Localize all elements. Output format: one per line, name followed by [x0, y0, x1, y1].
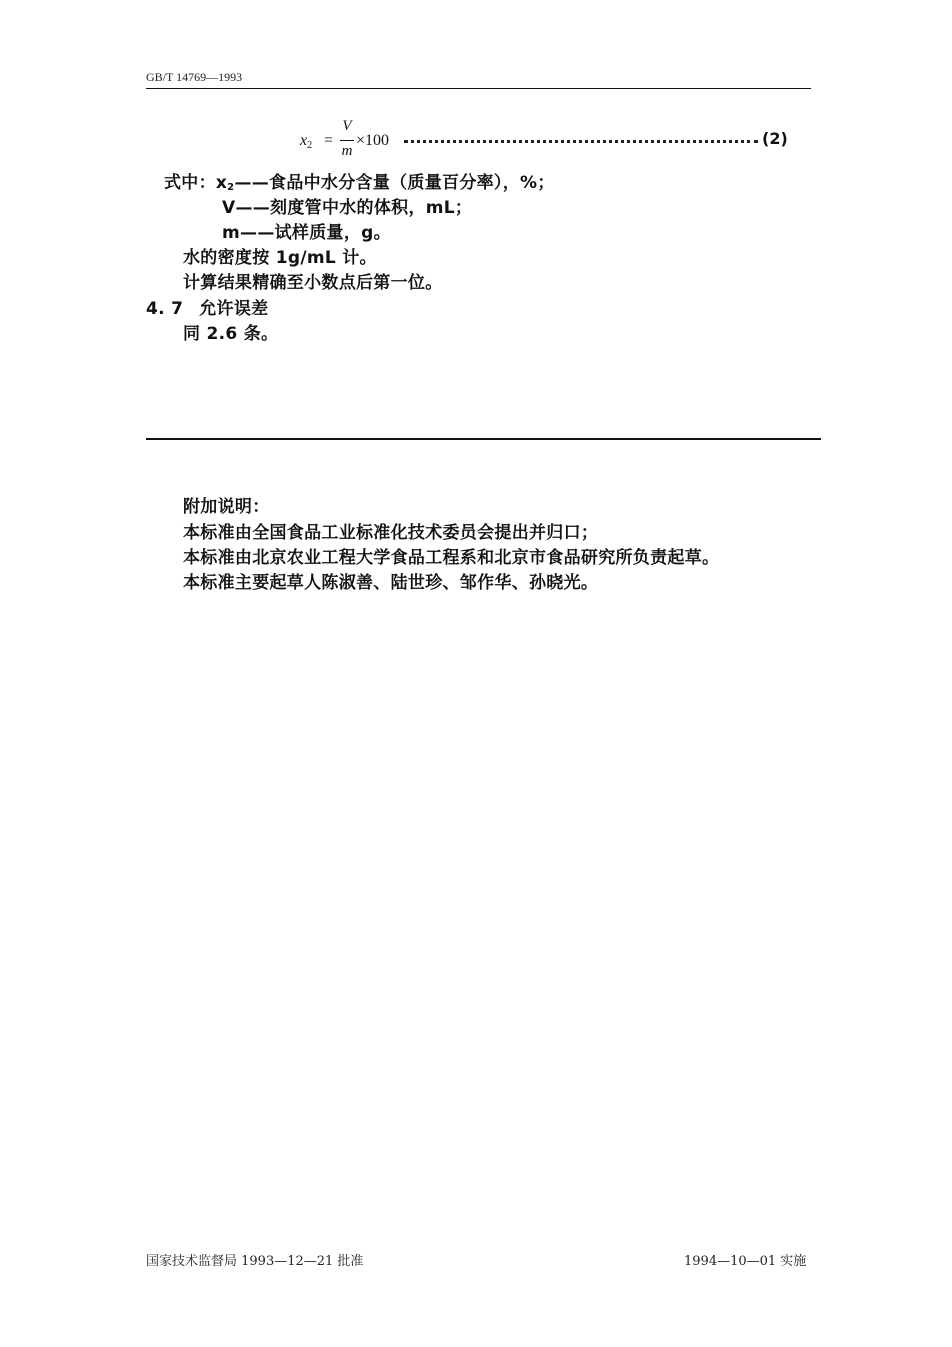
formula-times-100: ×100 [356, 132, 390, 149]
definition-m: m——试样质量，g。 [222, 223, 391, 243]
definition-intro: 式中： [164, 173, 216, 193]
section-heading [146, 294, 268, 319]
x2-symbol: x [215, 173, 228, 193]
x2-subscript: 2 [227, 182, 235, 193]
formula-variable: x2 [300, 132, 313, 151]
definition-v: V——刻度管中水的体积，mL； [222, 198, 473, 218]
definition-x2 [164, 168, 555, 193]
formula-dot-leader [404, 140, 758, 143]
formula-subscript: 2 [307, 140, 313, 151]
footer-implementation: 1994—10—01 实施 [684, 1254, 807, 1269]
formula-denominator: m [341, 143, 353, 159]
note-precision: 计算结果精确至小数点后第一位。 [183, 273, 443, 293]
end-divider [146, 438, 821, 440]
header-divider [146, 88, 811, 89]
section-content: 同 2.6 条。 [183, 324, 279, 344]
formula-2 [296, 118, 796, 162]
formula-equals: = [324, 132, 334, 149]
additional-line: 本标准由北京农业工程大学食品工程系和北京市食品研究所负责起草。 [183, 548, 720, 568]
section-number: 4. 7 [146, 299, 184, 319]
additional-line: 本标准由全国食品工业标准化技术委员会提出并归口； [183, 523, 599, 543]
fraction-bar [340, 140, 354, 141]
x2-definition-text: ——食品中水分含量（质量百分率），%； [234, 173, 555, 193]
additional-line: 本标准主要起草人陈淑善、陆世珍、邹作华、孙晓光。 [183, 573, 599, 593]
formula-numerator: V [342, 118, 352, 134]
standard-code: GB/T 14769—1993 [146, 70, 243, 84]
note-density: 水的密度按 1g/mL 计。 [183, 248, 377, 268]
additional-heading: 附加说明： [183, 497, 270, 517]
footer-approval: 国家技术监督局 1993—12—21 批准 [146, 1254, 364, 1269]
formula-fraction [340, 118, 354, 162]
formula-number: (2) [762, 129, 788, 148]
section-title: 允许误差 [199, 299, 269, 319]
